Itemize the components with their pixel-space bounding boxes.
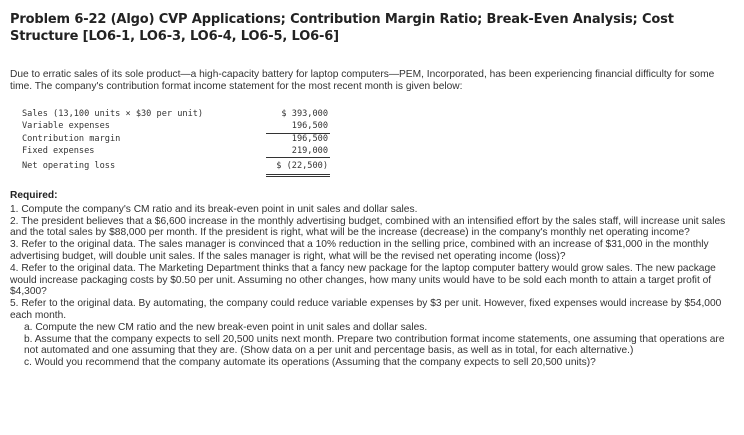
requirement-5: 5. Refer to the original data. By automating, the company could reduce variable expenses by $3 per unit. However, fixed expenses would increase by $54,000 each month. xyxy=(10,298,722,321)
statement-value: $ 393,000 xyxy=(281,109,328,119)
required-heading: Required: xyxy=(10,190,58,201)
statement-row-contribution-margin xyxy=(10,133,330,145)
statement-row-sales xyxy=(10,108,330,120)
double-underline-rule-top xyxy=(266,174,330,175)
statement-row-variable-expenses xyxy=(10,120,330,132)
underline-rule xyxy=(266,157,330,158)
requirement-5a: a. Compute the new CM ratio and the new break-even point in unit sales and dollar sales. xyxy=(24,321,428,333)
statement-value: $ (22,500) xyxy=(276,161,328,172)
statement-row-fixed-expenses xyxy=(10,145,330,157)
statement-row-net-operating-loss xyxy=(10,160,330,175)
statement-label: Contribution margin xyxy=(22,133,121,144)
statement-value: 219,000 xyxy=(291,145,328,156)
statement-value: 196,500 xyxy=(291,121,328,132)
problem-intro: Due to erratic sales of its sole product—a high-capacity battery for laptop computers—PEM, Incorporated, has been experiencing financial difficulty for some time. The company's contribution format income statement for the most recent month is given below: xyxy=(10,69,715,92)
requirement-2: 2. The president believes that a $6,600 increase in the monthly advertising budget, combined with an intensified effort by the sales staff, will increase unit sales and the total sales by $88,000 per month. If the president is right, what will be the increase (decrease) in the company's monthly net operating income? xyxy=(10,215,726,239)
statement-label: Fixed expenses xyxy=(22,145,95,156)
statement-value: 196,500 xyxy=(291,133,328,144)
requirement-5b: b. Assume that the company expects to sell 20,500 units next month. Prepare two contribution format income statements, one assuming that operations are not automated and one assuming that they are. (Show data on a per unit and percentage basis, as well as in total, for each alternative.) xyxy=(24,333,725,357)
requirement-1: 1. Compute the company's CM ratio and its break-even point in unit sales and dollar sales. xyxy=(10,203,418,215)
problem-title: Problem 6-22 (Algo) CVP Applications; Contribution Margin Ratio; Break-Even Analysis; Cost Structure [LO6-1, LO6-3, LO6-4, LO6-5, LO6-6] xyxy=(10,12,674,44)
required-section xyxy=(10,190,732,369)
double-underline-rule-bottom xyxy=(266,176,330,177)
income-statement xyxy=(10,108,330,175)
requirement-4: 4. Refer to the original data. The Marketing Department thinks that a fancy new package for the laptop computer battery would grow sales. The new package would increase packaging costs by $0.50 per unit. Assuming no other changes, how many units would have to be sold each month to attain a target profit of $4,300? xyxy=(10,262,716,298)
requirement-5c: c. Would you recommend that the company automate its operations (Assuming that the company expects to sell 20,500 units)? xyxy=(24,357,596,369)
statement-label: Sales (13,100 units × $30 per unit) xyxy=(22,109,204,119)
statement-label: Variable expenses xyxy=(22,121,110,132)
statement-label: Net operating loss xyxy=(22,161,116,172)
requirement-3: 3. Refer to the original data. The sales manager is convinced that a 10% reduction in the selling price, combined with an increase of $31,000 in the monthly advertising budget, will double unit sales. If the sales manager is right, what will be the revised net operating income (loss)? xyxy=(10,239,709,262)
